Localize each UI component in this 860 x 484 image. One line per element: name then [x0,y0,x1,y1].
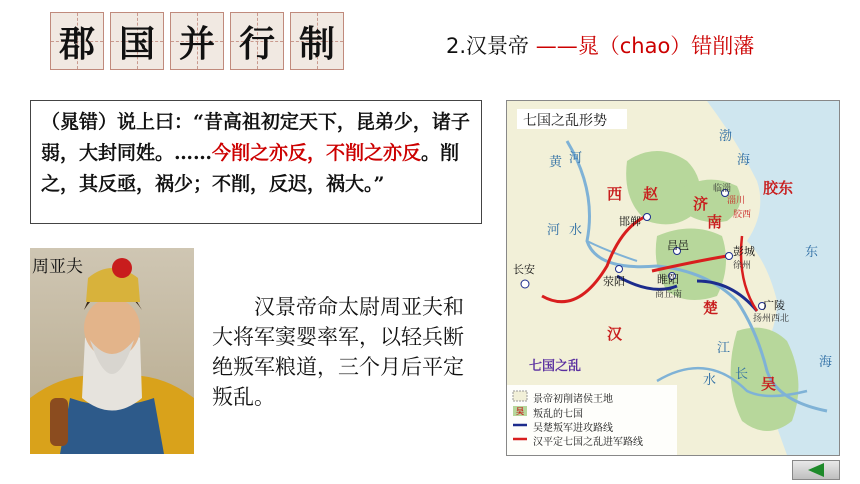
heading-prefix: 2.汉景帝 [446,34,536,58]
map-label-river-shui2: 水 [703,373,717,388]
section-title [50,12,344,70]
map-title: 七国之乱形势 [523,113,607,129]
map-label-xuzhou: 徐州 [733,261,752,271]
title-char: 国 [118,22,155,65]
legend-item: 汉平定七国之乱进军路线 [533,437,643,448]
title-char-box [230,12,284,70]
legend-item: 吴楚叛军进攻路线 [533,423,613,434]
title-char-box [50,12,104,70]
map-label-chu: 楚 [703,299,719,317]
map-label-jinan-2: 南 [707,213,723,231]
map-label-jiaoxi: 胶西 [733,210,752,220]
map-label-river-he: 黄 [549,155,563,170]
title-char: 并 [178,22,215,65]
seven-states-rebellion-map [506,100,840,456]
map-label-river-jiang: 江 [717,341,731,356]
map-label-yangzhou: 扬州西北 [753,314,790,324]
quote-part2: 。削之，其反亟，祸少；不削，反迟，祸大。” [41,142,460,195]
map-label-river-shui: 水 [569,223,583,238]
heading-topic: ——晁（chao）错削藩 [535,34,755,58]
map-label-qiguozhiluan: 七国之乱 [529,359,582,374]
map-label-jiaodong: 胶东 [763,179,794,197]
map-label-donghai-2: 海 [819,355,833,370]
map-label-suiyang: 睢阳 [657,273,679,286]
map-label-guangling: 广陵 [763,299,785,312]
map-label-river-chang: 长 [735,367,749,382]
title-char: 制 [298,22,335,65]
legend-swatch-char: 吴 [516,406,524,416]
quote-highlight: 今削之亦反，不削之亦反 [212,142,422,164]
map-label-wu: 吴 [761,375,777,393]
title-char: 行 [238,22,275,65]
map-label-zichuan: 淄川 [727,196,746,206]
portrait-illustration [30,248,194,454]
map-label-river-he2: 河 [569,151,583,166]
map-label-han: 汉 [607,325,623,343]
map-label-changyi: 昌邑 [667,239,689,252]
portrait-label: 周亚夫 [32,257,83,277]
title-char-box [170,12,224,70]
map-label-jinan-1: 济 [693,195,709,213]
zhou-yafu-portrait [30,248,194,454]
back-button[interactable] [792,460,840,480]
title-char-box [290,12,344,70]
map-label-xingyang: 荥阳 [603,275,625,288]
map-label-xi: 西 [607,185,623,203]
map-label-linzi: 临淄 [713,184,732,194]
map-label-shangqiunan: 商丘南 [655,290,683,300]
title-char: 郡 [58,22,95,65]
map-label-sea: 海 [737,153,751,168]
map-label-donghai-1: 东 [805,245,819,260]
legend-item: 叛乱的七国 [533,409,583,420]
slide-heading [446,30,754,60]
narrative-text: 汉景帝命太尉周亚夫和大将军窦婴率军，以轻兵断绝叛军粮道，三个月后平定叛乱。 [212,295,464,409]
map-label-changan: 长安 [513,263,535,276]
map-label-river-he3: 河 [547,223,561,238]
map-label-bohai: 渤 [719,129,733,144]
quote-box [30,100,482,224]
map-label-handan: 邯郸 [619,215,641,228]
map-label-zhao: 赵 [643,185,659,203]
left-arrow-icon [808,463,824,477]
legend-item: 景帝初削诸侯王地 [533,394,613,405]
map-label-pengcheng: 彭城 [733,245,755,258]
title-char-box [110,12,164,70]
quote-part1: （晁错）说上曰：“昔高祖初定天下，昆弟少，诸子弱，大封同姓。…… [41,111,470,164]
